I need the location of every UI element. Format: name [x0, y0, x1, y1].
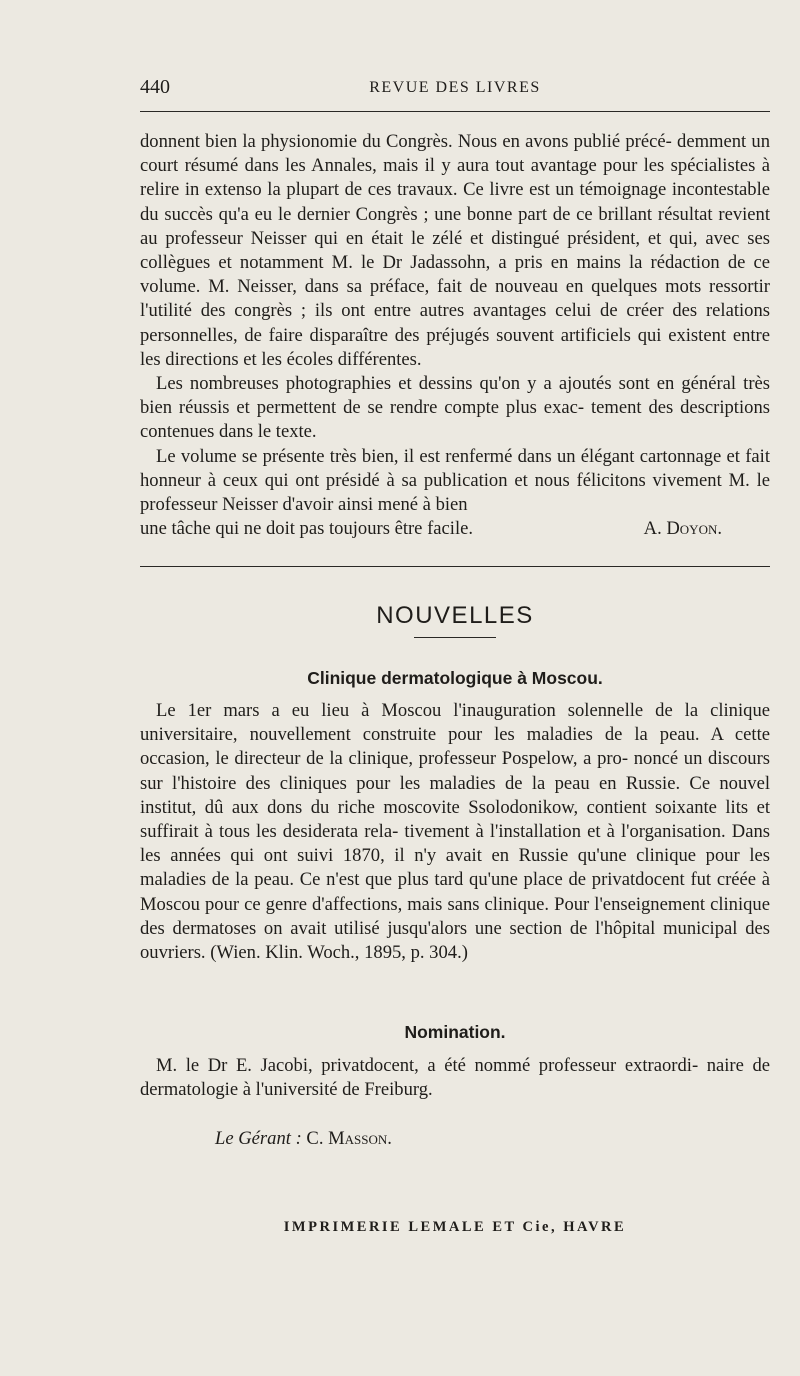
review-paragraph-3: Le volume se présente très bien, il est renfermé dans un élégant cartonnage et fait honneur à ceux qui ont présidé à sa publication et nous félicitons vivement M. le professeur Neisser d'avoir ainsi mené à bien — [140, 445, 770, 516]
review-paragraph-1: donnent bien la physionomie du Congrès. Nous en avons publié précé- demment un court résumé dans les Annales, mais il y aura tout avantage pour les spécialistes à relire in extenso la plupart de ces travaux. Ce livre est un témoignage incontestable du succès qu'a eu le dernier Congrès ; une bonne part de ce brillant résultat revient au professeur Neisser qui en était le zélé et distingué président, et qui, avec ses collègues et notamment M. le Dr Jadassohn, a pris en mains la rédaction de ce volume. M. Neisser, dans sa préface, fait de nouveau en quelques mots ressortir l'utilité des congrès ; ils ont entre autres avantages celui de créer des relations personnelles, de faire disparaître des préjugés souvent artificiels qui existent entre les directions et les écoles différentes. — [140, 131, 771, 370]
gerant-label: Le Gérant : — [215, 1128, 302, 1149]
review-section — [140, 130, 770, 541]
gerant-line — [215, 1128, 392, 1150]
nomination-paragraph: M. le Dr E. Jacobi, privatdocent, a été nommé professeur extraordi- naire de dermatologie à l'université de Freiburg. — [140, 1055, 771, 1101]
nomination-heading: Nomination. — [404, 1022, 506, 1042]
page-header — [140, 76, 770, 102]
section-title-underline — [414, 637, 496, 638]
clinique-article — [140, 699, 770, 965]
running-head: REVUE DES LIVRES — [369, 79, 541, 96]
review-last-line: une tâche qui ne doit pas toujours être facile. — [140, 518, 474, 540]
review-closing-line — [140, 517, 770, 541]
section-separator — [140, 566, 770, 567]
clinique-heading: Clinique dermatologique à Moscou. — [307, 668, 603, 688]
review-signature: A. Doyon. — [643, 518, 722, 540]
clinique-paragraph: Le 1er mars a eu lieu à Moscou l'inauguration solennelle de la clinique universitaire, nouvellement construite pour les maladies de la peau. A cette occasion, le directeur de la clinique, professeur Pospelow, a pro- noncé un discours sur l'histoire des cliniques pour les maladies de la peau en Russie. Ce nouvel institut, dû aux dons du riche moscovite Ssolodonikow, contient soixante lits et suffirait à tous les desiderata rela- tivement à l'installation et à l'organisation. Dans les années qui ont suivi 1870, il n'y avait en Russie qu'une clinique pour les maladies de la peau. Ce n'est que plus tard qu'une place de privatdocent fut créée à Moscou pour ce genre d'affections, mais sans clinique. Pour l'enseignement clinique des dermatoses on avait utilisé jusqu'alors une section de l'hôpital municipal des ouvriers. (Wien. Klin. Woch., 1895, p. 304.) — [140, 700, 771, 964]
printer-imprint: IMPRIMERIE LEMALE ET Cie, HAVRE — [283, 1219, 627, 1235]
header-rule — [140, 111, 770, 112]
page-number: 440 — [140, 76, 170, 98]
nomination-article — [140, 1054, 770, 1102]
section-title: NOUVELLES — [376, 602, 534, 629]
review-paragraph-2: Les nombreuses photographies et dessins qu'on y a ajoutés sont en général très bien réussis et permettent de se rendre compte plus exac- tement des descriptions contenues dans le texte. — [140, 373, 770, 443]
gerant-name: C. Masson. — [306, 1128, 392, 1149]
